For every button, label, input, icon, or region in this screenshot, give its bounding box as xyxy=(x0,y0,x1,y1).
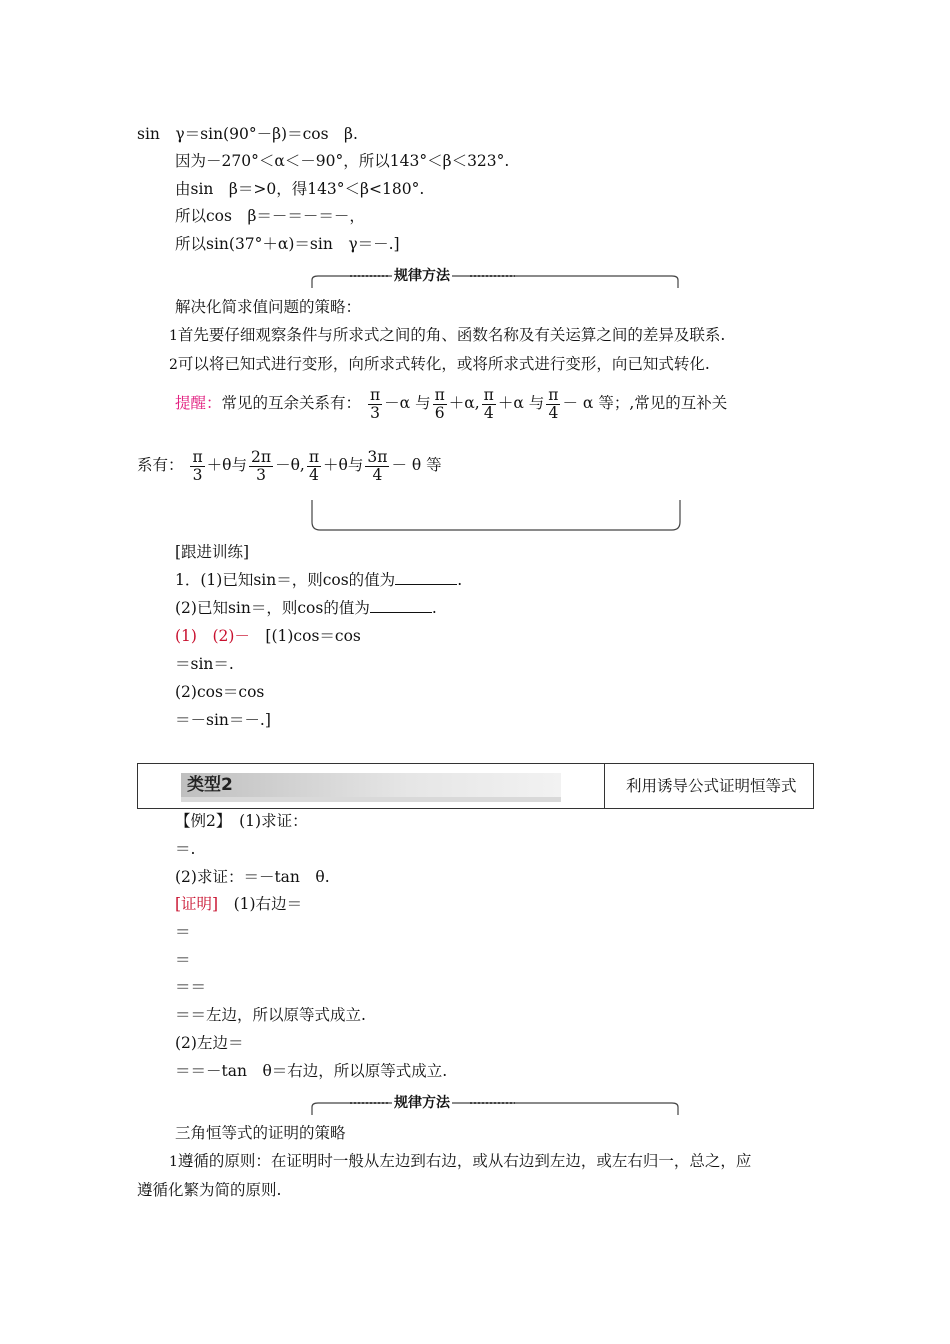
fraction-pi-4: $\frac{\pi}{4}$ xyxy=(483,385,494,422)
fraction-pi-4c: $\frac{\pi}{4}$ xyxy=(308,447,320,484)
derivation-line-2: 因为－270°＜α＜－90°，所以143°＜β＜323°. xyxy=(175,152,510,170)
banner-frame-icon xyxy=(310,266,680,296)
answer-key: (1) (2)－ xyxy=(175,627,250,645)
proof-line-2: ＝ xyxy=(175,923,191,941)
banner-title: 规律方法 xyxy=(392,1092,452,1112)
type-header-left xyxy=(138,764,605,808)
method2-rule-1 xyxy=(169,1151,751,1172)
practice-answer-1: (1) (2)－ [(1)cos＝cos xyxy=(175,627,361,645)
tip-line-2: 系有： $\frac{\pi}{3}$ ＋θ与 $\frac{2\pi}{3}$ －θ, $\frac{\pi}{4}$ ＋θ与 $\frac{3\pi}{4}$ － θ 等 xyxy=(137,447,442,484)
tip-text: 常见的互余关系有： xyxy=(221,394,362,412)
proof-line-1: [证明] (1)右边＝ xyxy=(175,895,303,913)
practice-question-1: 1．(1)已知sin＝，则cos的值为 . xyxy=(175,571,463,589)
point-number: 1 xyxy=(169,1154,178,1170)
method-point-1 xyxy=(169,325,725,346)
example-line-2: ＝. xyxy=(175,840,196,858)
proof-line-6: (2)左边＝ xyxy=(175,1034,244,1052)
point-number: 1 xyxy=(169,328,178,344)
tip-line: 提醒：常见的互余关系有： $\frac{\pi}{3}$ －α 与 $\frac{\pi}{6}$ ＋α, $\frac{\pi}{4}$ ＋α 与 $\frac{\pi}{4}$ － α 等；,常见的互补关 xyxy=(175,385,728,422)
point-text: 遵循的原则：在证明时一般从左边到右边，或从右边到左边，或左右归一，总之，应 xyxy=(177,1152,752,1170)
fraction-pi-3b: $\frac{\pi}{3}$ xyxy=(192,447,203,484)
method-intro: 解决化简求值问题的策略： xyxy=(175,298,362,316)
proof-line-4: ＝＝ xyxy=(175,978,207,996)
type-header-table xyxy=(137,763,814,809)
point-number: 2 xyxy=(169,357,178,373)
derivation-line-4: 所以cos β＝－＝－＝－， xyxy=(175,207,365,225)
fraction-pi-3: $\frac{\pi}{3}$ xyxy=(369,385,381,422)
proof-line-3: ＝ xyxy=(175,951,191,969)
banner-title: 规律方法 xyxy=(392,265,452,285)
practice-answer-3: (2)cos＝cos xyxy=(175,683,265,701)
method2-intro: 三角恒等式的证明的策略 xyxy=(175,1124,346,1142)
method-banner-2 xyxy=(310,1093,680,1113)
point-text: 可以将已知式进行变形，向所求式转化，或将所求式进行变形，向已知式转化. xyxy=(177,355,710,373)
type-header-bar xyxy=(181,773,561,797)
method-point-2 xyxy=(169,354,710,375)
banner-frame-icon xyxy=(310,1093,680,1123)
type-label: 类型2 xyxy=(187,775,233,795)
tip-text-2: 等；,常见的互补关 xyxy=(598,394,728,412)
practice-header: [跟进训练] xyxy=(175,543,250,561)
answer-blank-2[interactable] xyxy=(370,598,432,613)
practice-answer-2: ＝sin＝. xyxy=(175,655,234,673)
derivation-line-3: 由sin β＝>0，得143°＜β<180°. xyxy=(175,180,425,198)
tip-label: 提醒： xyxy=(175,394,222,412)
fraction-pi-4b: $\frac{\pi}{4}$ xyxy=(548,385,559,422)
fraction-3pi-4: $\frac{3\pi}{4}$ xyxy=(367,447,388,484)
proof-line-7: ＝＝－tan θ＝右边，所以原等式成立. xyxy=(175,1062,448,1080)
fraction-2pi-3: $\frac{2\pi}{3}$ xyxy=(251,447,272,484)
proof-line-5: ＝＝左边，所以原等式成立. xyxy=(175,1006,366,1024)
example-line-1: 【例2】 (1)求证： xyxy=(175,812,308,830)
method2-rule-1-cont: 遵循化繁为简的原则. xyxy=(137,1181,282,1199)
proof-label: [证明] xyxy=(175,895,219,913)
example-line-3: (2)求证：＝－tan θ. xyxy=(175,868,330,886)
fraction-pi-6: $\frac{\pi}{6}$ xyxy=(434,385,445,422)
type-title: 利用诱导公式证明恒等式 xyxy=(626,777,797,795)
derivation-line-5: 所以sin(37°＋α)＝sin γ＝－.] xyxy=(175,235,400,253)
tip-text-3: 系有： xyxy=(137,456,184,474)
answer-blank-1[interactable] xyxy=(395,570,457,585)
practice-question-2: (2)已知sin＝，则cos的值为 . xyxy=(175,599,437,617)
method-box-bottom xyxy=(310,498,682,534)
point-text: 首先要仔细观察条件与所求式之间的角、函数名称及有关运算之间的差异及联系. xyxy=(177,326,726,344)
method-banner-1 xyxy=(310,266,680,286)
derivation-line-1: sin γ＝sin(90°－β)＝cos β. xyxy=(137,125,358,143)
tip-text-4: 等 xyxy=(426,456,442,474)
practice-answer-4: ＝－sin＝－.] xyxy=(175,711,271,729)
